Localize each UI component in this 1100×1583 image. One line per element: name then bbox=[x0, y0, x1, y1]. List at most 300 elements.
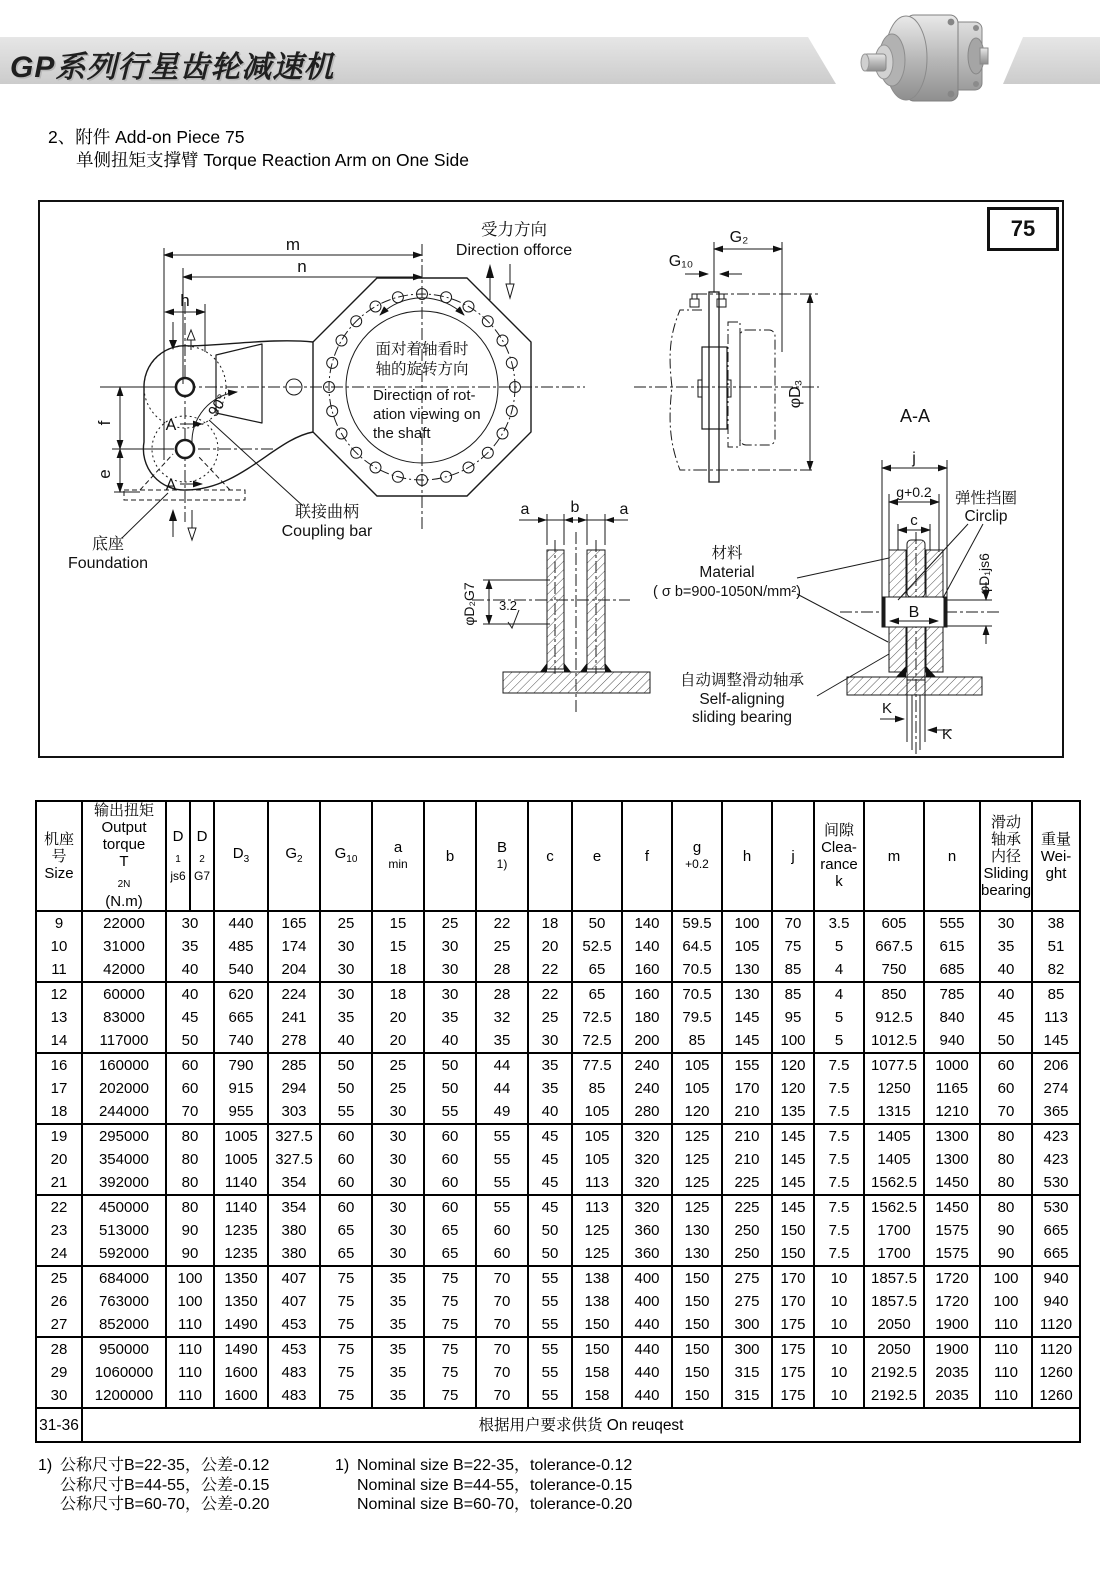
col-g2: $G_2$ bbox=[268, 801, 320, 911]
cell-b: 30 bbox=[424, 982, 476, 1006]
cell-b: 55 bbox=[424, 1100, 476, 1124]
cell-B: 28 bbox=[476, 982, 528, 1006]
cell-g2: 407 bbox=[268, 1266, 320, 1290]
cell-g10: 30 bbox=[320, 958, 372, 982]
dim-label-f: f bbox=[95, 420, 114, 426]
cell-k: 10 bbox=[814, 1290, 864, 1313]
cell-torque: 31000 bbox=[82, 935, 166, 958]
table-row-size-30 bbox=[36, 1384, 1080, 1408]
cell-d3: 1235 bbox=[214, 1242, 268, 1266]
cell-e: 85 bbox=[572, 1077, 622, 1100]
cell-g10: 60 bbox=[320, 1195, 372, 1219]
cell-b: 25 bbox=[424, 911, 476, 935]
cell-on-request-note: 根据用户要求供货 On reuqest bbox=[82, 1408, 1080, 1442]
cell-d3: 1490 bbox=[214, 1313, 268, 1337]
cell-g10: 75 bbox=[320, 1266, 372, 1290]
col-k: 间隙 Clea- rance k bbox=[814, 801, 864, 911]
cell-d3: 665 bbox=[214, 1006, 268, 1029]
col-e: e bbox=[572, 801, 622, 911]
table-row-on-request bbox=[36, 1408, 1080, 1442]
col-c: c bbox=[528, 801, 572, 911]
cell-c: 35 bbox=[528, 1053, 572, 1077]
cell-g: 125 bbox=[672, 1124, 722, 1148]
cell-d1-d2: 35 bbox=[166, 935, 214, 958]
cell-a-min: 30 bbox=[372, 1148, 424, 1171]
cell-size: 27 bbox=[36, 1313, 82, 1337]
cell-weight: 1260 bbox=[1032, 1361, 1080, 1384]
cell-g10: 60 bbox=[320, 1124, 372, 1148]
cell-c: 55 bbox=[528, 1313, 572, 1337]
cell-c: 55 bbox=[528, 1266, 572, 1290]
cell-j: 150 bbox=[772, 1219, 814, 1242]
cell-f: 280 bbox=[622, 1100, 672, 1124]
cell-f: 320 bbox=[622, 1171, 672, 1195]
cell-d3: 1350 bbox=[214, 1266, 268, 1290]
cell-a-min: 35 bbox=[372, 1337, 424, 1361]
cell-j: 120 bbox=[772, 1077, 814, 1100]
col-b: b bbox=[424, 801, 476, 911]
cell-b: 75 bbox=[424, 1290, 476, 1313]
cell-g: 125 bbox=[672, 1148, 722, 1171]
cell-weight: 665 bbox=[1032, 1219, 1080, 1242]
cell-b: 75 bbox=[424, 1313, 476, 1337]
cell-j: 175 bbox=[772, 1384, 814, 1408]
cell-weight: 665 bbox=[1032, 1242, 1080, 1266]
cell-size: 14 bbox=[36, 1029, 82, 1053]
bearing-zh: 自动调整滑动轴承 bbox=[679, 672, 805, 689]
cell-h: 225 bbox=[722, 1171, 772, 1195]
cell-c: 22 bbox=[528, 958, 572, 982]
dim-label-m: m bbox=[285, 235, 301, 254]
cell-sliding-bearing: 90 bbox=[980, 1219, 1032, 1242]
cell-B: 70 bbox=[476, 1384, 528, 1408]
footnote-zh-line2: 公称尺寸B=44-55，公差-0.15 bbox=[60, 1476, 270, 1494]
cell-g: 105 bbox=[672, 1053, 722, 1077]
cell-sliding-bearing: 90 bbox=[980, 1242, 1032, 1266]
cell-k: 7.5 bbox=[814, 1124, 864, 1148]
cell-g2: 407 bbox=[268, 1290, 320, 1313]
cell-b: 75 bbox=[424, 1361, 476, 1384]
cell-c: 55 bbox=[528, 1361, 572, 1384]
cell-c: 18 bbox=[528, 911, 572, 935]
cell-f: 200 bbox=[622, 1029, 672, 1053]
side-view bbox=[634, 242, 819, 482]
cell-k: 7.5 bbox=[814, 1100, 864, 1124]
col-d2: D $_2$ G7 bbox=[190, 801, 214, 911]
footnote-en-line3: Nominal size B=60-70，tolerance-0.20 bbox=[357, 1496, 633, 1513]
cell-weight: 145 bbox=[1032, 1029, 1080, 1053]
cell-a-min: 30 bbox=[372, 1171, 424, 1195]
cell-k: 7.5 bbox=[814, 1219, 864, 1242]
cell-f: 360 bbox=[622, 1242, 672, 1266]
dim-label-b: b bbox=[570, 499, 580, 516]
cell-g2: 204 bbox=[268, 958, 320, 982]
cell-n: 940 bbox=[924, 1029, 980, 1053]
table-row-size-20 bbox=[36, 1148, 1080, 1171]
cell-a-min: 30 bbox=[372, 1219, 424, 1242]
cell-sliding-bearing: 100 bbox=[980, 1290, 1032, 1313]
cell-size: 16 bbox=[36, 1053, 82, 1077]
cell-d1-d2: 70 bbox=[166, 1100, 214, 1124]
cell-sliding-bearing: 80 bbox=[980, 1124, 1032, 1148]
cell-c: 50 bbox=[528, 1242, 572, 1266]
cell-weight: 82 bbox=[1032, 958, 1080, 982]
cell-e: 125 bbox=[572, 1242, 622, 1266]
cell-c: 55 bbox=[528, 1384, 572, 1408]
cell-e: 150 bbox=[572, 1313, 622, 1337]
cell-d3: 1235 bbox=[214, 1219, 268, 1242]
circlip-zh: 弹性挡圈 bbox=[954, 490, 1018, 507]
cell-g10: 75 bbox=[320, 1337, 372, 1361]
cell-d1-d2: 100 bbox=[166, 1290, 214, 1313]
cell-sliding-bearing: 50 bbox=[980, 1029, 1032, 1053]
col-m: m bbox=[864, 801, 924, 911]
cell-h: 210 bbox=[722, 1148, 772, 1171]
cell-g2: 354 bbox=[268, 1171, 320, 1195]
table-row-size-14 bbox=[36, 1029, 1080, 1053]
cell-b: 75 bbox=[424, 1384, 476, 1408]
cell-j: 75 bbox=[772, 935, 814, 958]
cell-sliding-bearing: 110 bbox=[980, 1384, 1032, 1408]
cell-c: 30 bbox=[528, 1029, 572, 1053]
cell-e: 105 bbox=[572, 1124, 622, 1148]
section-mark-a1: A bbox=[165, 417, 177, 434]
col-j: j bbox=[772, 801, 814, 911]
cell-f: 440 bbox=[622, 1384, 672, 1408]
cell-sliding-bearing: 40 bbox=[980, 958, 1032, 982]
col-weight: 重量 Wei- ght bbox=[1032, 801, 1080, 911]
cell-torque: 117000 bbox=[82, 1029, 166, 1053]
cell-h: 315 bbox=[722, 1361, 772, 1384]
cell-weight: 38 bbox=[1032, 911, 1080, 935]
cell-f: 160 bbox=[622, 982, 672, 1006]
cell-e: 50 bbox=[572, 911, 622, 935]
cell-d3: 440 bbox=[214, 911, 268, 935]
table-row-size-11 bbox=[36, 958, 1080, 982]
cell-B: 49 bbox=[476, 1100, 528, 1124]
dim-label-angle: 90° bbox=[204, 391, 232, 420]
cell-d3: 740 bbox=[214, 1029, 268, 1053]
cell-n: 1450 bbox=[924, 1171, 980, 1195]
material-zh: 材料 bbox=[711, 545, 743, 562]
cell-j: 85 bbox=[772, 982, 814, 1006]
cell-sliding-bearing: 30 bbox=[980, 911, 1032, 935]
cell-g2: 174 bbox=[268, 935, 320, 958]
cell-n: 840 bbox=[924, 1006, 980, 1029]
cell-d1-d2: 50 bbox=[166, 1029, 214, 1053]
cell-k: 10 bbox=[814, 1313, 864, 1337]
cell-h: 145 bbox=[722, 1029, 772, 1053]
cell-a-min: 25 bbox=[372, 1053, 424, 1077]
cell-h: 275 bbox=[722, 1266, 772, 1290]
cell-e: 113 bbox=[572, 1171, 622, 1195]
dim-label-a2: a bbox=[619, 501, 629, 518]
cell-sliding-bearing: 80 bbox=[980, 1171, 1032, 1195]
cell-n: 785 bbox=[924, 982, 980, 1006]
dim-label-h: h bbox=[180, 291, 190, 310]
col-sliding-bearing: 滑动 轴承 内径 Sliding bearing bbox=[980, 801, 1032, 911]
force-direction-zh: 受力方向 bbox=[481, 221, 547, 239]
table-row-size-26 bbox=[36, 1290, 1080, 1313]
cell-torque: 295000 bbox=[82, 1124, 166, 1148]
cell-sliding-bearing: 40 bbox=[980, 982, 1032, 1006]
cell-m: 2192.5 bbox=[864, 1361, 924, 1384]
cell-B: 70 bbox=[476, 1361, 528, 1384]
cell-d1-d2: 80 bbox=[166, 1171, 214, 1195]
cell-B: 55 bbox=[476, 1171, 528, 1195]
table-row-size-16 bbox=[36, 1053, 1080, 1077]
cell-torque: 354000 bbox=[82, 1148, 166, 1171]
cell-size: 18 bbox=[36, 1100, 82, 1124]
bearing-en1: Self-aligning bbox=[699, 691, 785, 708]
cell-sliding-bearing: 60 bbox=[980, 1077, 1032, 1100]
page-title: GP系列行星齿轮减速机 bbox=[10, 51, 335, 84]
cell-k: 7.5 bbox=[814, 1053, 864, 1077]
technical-drawing bbox=[40, 202, 1062, 756]
cell-a-min: 18 bbox=[372, 958, 424, 982]
cell-d3: 620 bbox=[214, 982, 268, 1006]
cell-m: 1315 bbox=[864, 1100, 924, 1124]
cell-g: 120 bbox=[672, 1100, 722, 1124]
cell-weight: 530 bbox=[1032, 1171, 1080, 1195]
cell-g: 150 bbox=[672, 1290, 722, 1313]
cell-h: 145 bbox=[722, 1006, 772, 1029]
section-mark-a2: A bbox=[165, 477, 177, 494]
cell-m: 2192.5 bbox=[864, 1384, 924, 1408]
cell-d1-d2: 90 bbox=[166, 1219, 214, 1242]
cell-torque: 450000 bbox=[82, 1195, 166, 1219]
cell-j: 95 bbox=[772, 1006, 814, 1029]
dim-label-d3: φD₃ bbox=[787, 379, 804, 409]
dim-label-d2g7: φD₂G7 bbox=[461, 582, 477, 626]
cell-m: 605 bbox=[864, 911, 924, 935]
cell-b: 75 bbox=[424, 1266, 476, 1290]
col-a-min: a min bbox=[372, 801, 424, 911]
cell-sliding-bearing: 100 bbox=[980, 1266, 1032, 1290]
cell-k: 7.5 bbox=[814, 1195, 864, 1219]
cell-weight: 1120 bbox=[1032, 1313, 1080, 1337]
cell-k: 4 bbox=[814, 958, 864, 982]
cell-d1-d2: 110 bbox=[166, 1313, 214, 1337]
drawing-labels bbox=[68, 220, 1017, 743]
title-band-right bbox=[1003, 37, 1100, 84]
cell-j: 170 bbox=[772, 1290, 814, 1313]
cell-d1-d2: 110 bbox=[166, 1361, 214, 1384]
cell-b: 60 bbox=[424, 1124, 476, 1148]
cell-d1-d2: 45 bbox=[166, 1006, 214, 1029]
cell-f: 440 bbox=[622, 1337, 672, 1361]
cell-weight: 113 bbox=[1032, 1006, 1080, 1029]
cell-g10: 75 bbox=[320, 1313, 372, 1337]
cell-weight: 940 bbox=[1032, 1290, 1080, 1313]
cell-e: 72.5 bbox=[572, 1029, 622, 1053]
cell-d3: 540 bbox=[214, 958, 268, 982]
cell-g: 59.5 bbox=[672, 911, 722, 935]
circlip-en: Circlip bbox=[964, 508, 1008, 525]
table-row-size-9 bbox=[36, 911, 1080, 935]
cell-d3: 1600 bbox=[214, 1384, 268, 1408]
cell-size: 30 bbox=[36, 1384, 82, 1408]
cell-g2: 303 bbox=[268, 1100, 320, 1124]
cell-a-min: 35 bbox=[372, 1361, 424, 1384]
table-row-size-24 bbox=[36, 1242, 1080, 1266]
cell-g2: 285 bbox=[268, 1053, 320, 1077]
cell-torque: 592000 bbox=[82, 1242, 166, 1266]
cell-g10: 55 bbox=[320, 1100, 372, 1124]
cell-h: 225 bbox=[722, 1195, 772, 1219]
col-d3: $D_3$ bbox=[214, 801, 268, 911]
cell-c: 40 bbox=[528, 1100, 572, 1124]
cell-d3: 485 bbox=[214, 935, 268, 958]
table-header-row bbox=[36, 801, 1080, 911]
dim-label-gtol: g+0.2 bbox=[896, 484, 932, 500]
cell-weight: 51 bbox=[1032, 935, 1080, 958]
cell-g: 130 bbox=[672, 1242, 722, 1266]
cell-torque: 950000 bbox=[82, 1337, 166, 1361]
rotation-note-en2: ation viewing on bbox=[373, 406, 481, 423]
cell-m: 1857.5 bbox=[864, 1266, 924, 1290]
cell-e: 77.5 bbox=[572, 1053, 622, 1077]
cell-d3: 1350 bbox=[214, 1290, 268, 1313]
cell-size: 10 bbox=[36, 935, 82, 958]
cell-m: 1250 bbox=[864, 1077, 924, 1100]
cell-f: 240 bbox=[622, 1077, 672, 1100]
section-heading bbox=[48, 126, 469, 172]
cell-d1-d2: 60 bbox=[166, 1053, 214, 1077]
cell-sliding-bearing: 80 bbox=[980, 1148, 1032, 1171]
spec-table bbox=[35, 800, 1081, 1443]
cell-m: 1012.5 bbox=[864, 1029, 924, 1053]
cell-k: 10 bbox=[814, 1384, 864, 1408]
table-row-size-29 bbox=[36, 1361, 1080, 1384]
cell-size: 21 bbox=[36, 1171, 82, 1195]
cell-j: 85 bbox=[772, 958, 814, 982]
cell-a-min: 15 bbox=[372, 935, 424, 958]
cell-torque: 202000 bbox=[82, 1077, 166, 1100]
cell-B: 70 bbox=[476, 1337, 528, 1361]
cell-b: 30 bbox=[424, 935, 476, 958]
cell-torque: 60000 bbox=[82, 982, 166, 1006]
cell-n: 1720 bbox=[924, 1266, 980, 1290]
cell-j: 145 bbox=[772, 1124, 814, 1148]
table-row-size-22 bbox=[36, 1195, 1080, 1219]
cell-g10: 60 bbox=[320, 1148, 372, 1171]
dim-label-B: B bbox=[908, 604, 920, 621]
cell-a-min: 25 bbox=[372, 1077, 424, 1100]
cell-g2: 224 bbox=[268, 982, 320, 1006]
coupling-bar-en: Coupling bar bbox=[281, 523, 373, 540]
col-g10: $G_{10}$ bbox=[320, 801, 372, 911]
section-heading-line1: 2、附件 Add-on Piece 75 bbox=[48, 127, 245, 147]
cell-j: 170 bbox=[772, 1266, 814, 1290]
cell-k: 7.5 bbox=[814, 1242, 864, 1266]
cell-g: 70.5 bbox=[672, 982, 722, 1006]
cell-f: 160 bbox=[622, 958, 672, 982]
col-size: 机座号 Size bbox=[36, 801, 82, 911]
cell-e: 65 bbox=[572, 958, 622, 982]
col-torque: 输出扭矩 Output torque T $_{2N}$ (N.m) bbox=[82, 801, 166, 911]
cell-h: 315 bbox=[722, 1384, 772, 1408]
cell-j: 175 bbox=[772, 1313, 814, 1337]
cell-h: 275 bbox=[722, 1290, 772, 1313]
cell-size: 28 bbox=[36, 1337, 82, 1361]
main-arm-view bbox=[100, 244, 585, 540]
cell-B: 55 bbox=[476, 1124, 528, 1148]
cell-b: 60 bbox=[424, 1171, 476, 1195]
cell-h: 170 bbox=[722, 1077, 772, 1100]
cell-sliding-bearing: 110 bbox=[980, 1313, 1032, 1337]
cell-d1-d2: 100 bbox=[166, 1266, 214, 1290]
footnote-en-marker: 1) bbox=[335, 1457, 350, 1474]
col-n: n bbox=[924, 801, 980, 911]
cell-size: 24 bbox=[36, 1242, 82, 1266]
cell-k: 3.5 bbox=[814, 911, 864, 935]
cell-g: 125 bbox=[672, 1195, 722, 1219]
cell-b: 65 bbox=[424, 1219, 476, 1242]
cell-a-min: 35 bbox=[372, 1266, 424, 1290]
cell-a-min: 35 bbox=[372, 1384, 424, 1408]
cell-B: 55 bbox=[476, 1148, 528, 1171]
force-direction-en: Direction offorce bbox=[455, 242, 573, 259]
table-row-size-23 bbox=[36, 1219, 1080, 1242]
cell-b: 75 bbox=[424, 1337, 476, 1361]
spec-table-body bbox=[36, 911, 1080, 1408]
cell-m: 667.5 bbox=[864, 935, 924, 958]
rotation-note-en1: Direction of rot- bbox=[373, 387, 476, 404]
cell-b: 60 bbox=[424, 1195, 476, 1219]
footnote-en-line2: Nominal size B=44-55，tolerance-0.15 bbox=[357, 1476, 633, 1494]
dim-label-g2: G₂ bbox=[729, 229, 749, 246]
cell-c: 55 bbox=[528, 1337, 572, 1361]
cell-g2: 354 bbox=[268, 1195, 320, 1219]
cell-weight: 85 bbox=[1032, 982, 1080, 1006]
cell-d3: 1005 bbox=[214, 1124, 268, 1148]
table-row-size-18 bbox=[36, 1100, 1080, 1124]
cell-g2: 327.5 bbox=[268, 1148, 320, 1171]
cell-n: 555 bbox=[924, 911, 980, 935]
cell-weight: 274 bbox=[1032, 1077, 1080, 1100]
cell-n: 1450 bbox=[924, 1195, 980, 1219]
cell-d3: 790 bbox=[214, 1053, 268, 1077]
cell-torque: 392000 bbox=[82, 1171, 166, 1195]
cell-size: 20 bbox=[36, 1148, 82, 1171]
cell-k: 5 bbox=[814, 1006, 864, 1029]
cell-size: 17 bbox=[36, 1077, 82, 1100]
cell-c: 55 bbox=[528, 1290, 572, 1313]
cell-f: 400 bbox=[622, 1290, 672, 1313]
cell-a-min: 30 bbox=[372, 1242, 424, 1266]
technical-drawing-box bbox=[38, 200, 1064, 758]
cell-k: 7.5 bbox=[814, 1171, 864, 1195]
cell-torque: 852000 bbox=[82, 1313, 166, 1337]
cell-b: 60 bbox=[424, 1148, 476, 1171]
cell-weight: 206 bbox=[1032, 1053, 1080, 1077]
col-g: g +0.2 bbox=[672, 801, 722, 911]
cell-f: 320 bbox=[622, 1124, 672, 1148]
cell-k: 5 bbox=[814, 1029, 864, 1053]
cell-f: 360 bbox=[622, 1219, 672, 1242]
cell-h: 105 bbox=[722, 935, 772, 958]
cell-B: 22 bbox=[476, 911, 528, 935]
cell-g2: 380 bbox=[268, 1219, 320, 1242]
cell-h: 300 bbox=[722, 1313, 772, 1337]
cell-g10: 75 bbox=[320, 1384, 372, 1408]
cell-f: 440 bbox=[622, 1361, 672, 1384]
cell-torque: 22000 bbox=[82, 911, 166, 935]
cell-B: 70 bbox=[476, 1313, 528, 1337]
cell-size: 13 bbox=[36, 1006, 82, 1029]
table-row-size-28 bbox=[36, 1337, 1080, 1361]
